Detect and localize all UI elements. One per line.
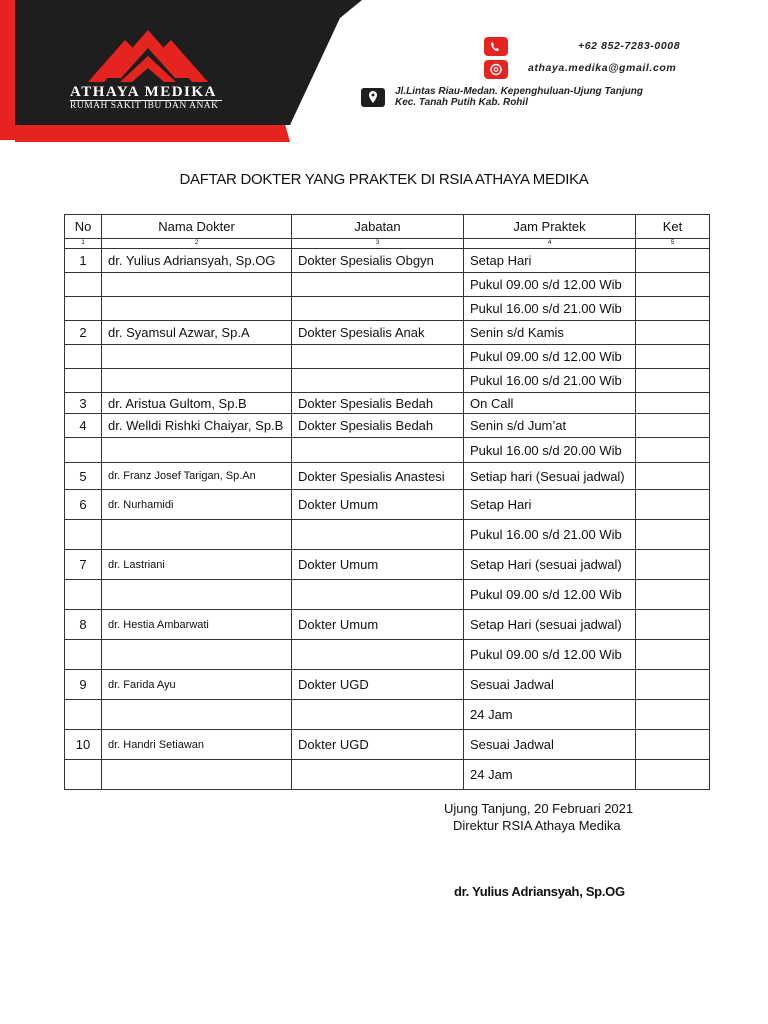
doctor-table: [64, 214, 710, 790]
cell-name: [102, 580, 292, 610]
cell-jam: 24 Jam: [464, 700, 636, 730]
header-name: Nama Dokter: [102, 215, 292, 239]
cell-name: dr. Nurhamidi: [102, 490, 292, 520]
cell-jam: Pukul 16.00 s/d 21.00 Wib: [464, 369, 636, 393]
table-row: [65, 273, 710, 297]
cell-ket: [636, 273, 710, 297]
signature-place-date: Ujung Tanjung, 20 Februari 2021: [444, 801, 634, 816]
cell-name: dr. Hestia Ambarwati: [102, 610, 292, 640]
cell-jabatan: [292, 700, 464, 730]
address-line-2: Kec. Tanah Putih Kab. Rohil: [395, 97, 528, 108]
cell-jam: Setap Hari: [464, 490, 636, 520]
cell-name: dr. Aristua Gultom, Sp.B: [102, 393, 292, 414]
logo-name: ATHAYA MEDIKA: [70, 84, 217, 100]
table-row: [65, 610, 710, 640]
column-number: 5: [636, 239, 710, 249]
table-row: [65, 550, 710, 580]
cell-name: [102, 297, 292, 321]
cell-no: 6: [65, 490, 102, 520]
cell-ket: [636, 249, 710, 273]
table-row: [65, 393, 710, 414]
cell-ket: [636, 463, 710, 490]
cell-jam: Setap Hari (sesuai jadwal): [464, 610, 636, 640]
cell-ket: [636, 345, 710, 369]
cell-ket: [636, 393, 710, 414]
cell-name: dr. Syamsul Azwar, Sp.A: [102, 321, 292, 345]
column-number: 2: [102, 239, 292, 249]
cell-jam: Pukul 16.00 s/d 21.00 Wib: [464, 297, 636, 321]
cell-jabatan: [292, 369, 464, 393]
cell-ket: [636, 490, 710, 520]
cell-ket: [636, 700, 710, 730]
header-jabatan: Jabatan: [292, 215, 464, 239]
location-icon: [361, 88, 385, 107]
cell-no: [65, 297, 102, 321]
cell-jam: Pukul 09.00 s/d 12.00 Wib: [464, 345, 636, 369]
signature-position: Direktur RSIA Athaya Medika: [453, 818, 621, 833]
address-line-1: Jl.Lintas Riau-Medan. Kepenghuluan-Ujung Tanjung: [395, 86, 643, 97]
cell-no: [65, 345, 102, 369]
cell-jabatan: [292, 580, 464, 610]
cell-jam: Senin s/d Jum’at: [464, 414, 636, 438]
cell-jabatan: Dokter Spesialis Obgyn: [292, 249, 464, 273]
cell-jam: Setiap hari (Sesuai jadwal): [464, 463, 636, 490]
document-title: DAFTAR DOKTER YANG PRAKTEK DI RSIA ATHAYA MEDIKA: [179, 171, 589, 188]
cell-name: dr. Welldi Rishki Chaiyar, Sp.B: [102, 414, 292, 438]
cell-jabatan: [292, 273, 464, 297]
header-jam: Jam Praktek: [464, 215, 636, 239]
cell-jabatan: Dokter Spesialis Anak: [292, 321, 464, 345]
cell-jabatan: Dokter Umum: [292, 610, 464, 640]
cell-jabatan: Dokter Umum: [292, 550, 464, 580]
cell-no: 8: [65, 610, 102, 640]
column-number: 3: [292, 239, 464, 249]
cell-no: 10: [65, 730, 102, 760]
cell-name: [102, 700, 292, 730]
header-banner: [0, 0, 768, 150]
cell-name: dr. Franz Josef Tarigan, Sp.An: [102, 463, 292, 490]
table-row: [65, 345, 710, 369]
cell-no: [65, 520, 102, 550]
phone-icon: [484, 37, 508, 56]
table-row: [65, 438, 710, 463]
cell-jabatan: Dokter Spesialis Bedah: [292, 414, 464, 438]
column-number: 4: [464, 239, 636, 249]
cell-ket: [636, 438, 710, 463]
cell-no: [65, 273, 102, 297]
table-row: [65, 700, 710, 730]
cell-name: dr. Lastriani: [102, 550, 292, 580]
table-row: [65, 520, 710, 550]
cell-ket: [636, 730, 710, 760]
cell-ket: [636, 760, 710, 790]
cell-name: [102, 273, 292, 297]
cell-ket: [636, 297, 710, 321]
cell-ket: [636, 321, 710, 345]
cell-jam: Senin s/d Kamis: [464, 321, 636, 345]
cell-jam: On Call: [464, 393, 636, 414]
cell-no: 9: [65, 670, 102, 700]
cell-ket: [636, 610, 710, 640]
table-row: [65, 490, 710, 520]
table-row: [65, 463, 710, 490]
cell-ket: [636, 414, 710, 438]
cell-jam: Setap Hari (sesuai jadwal): [464, 550, 636, 580]
cell-name: dr. Handri Setiawan: [102, 730, 292, 760]
header-ket: Ket: [636, 215, 710, 239]
cell-no: 3: [65, 393, 102, 414]
cell-no: 4: [65, 414, 102, 438]
table-row: [65, 297, 710, 321]
table-row: [65, 580, 710, 610]
table-row: [65, 730, 710, 760]
table-row: [65, 640, 710, 670]
cell-no: [65, 369, 102, 393]
column-number-row: [65, 239, 710, 249]
cell-jabatan: Dokter UGD: [292, 670, 464, 700]
cell-ket: [636, 369, 710, 393]
cell-no: 5: [65, 463, 102, 490]
cell-jam: Pukul 16.00 s/d 21.00 Wib: [464, 520, 636, 550]
column-number: 1: [65, 239, 102, 249]
cell-jam: 24 Jam: [464, 760, 636, 790]
cell-name: [102, 520, 292, 550]
cell-jabatan: Dokter Spesialis Anastesi: [292, 463, 464, 490]
table-row: [65, 414, 710, 438]
cell-no: 2: [65, 321, 102, 345]
cell-jabatan: [292, 438, 464, 463]
cell-name: [102, 438, 292, 463]
cell-ket: [636, 670, 710, 700]
cell-no: [65, 640, 102, 670]
cell-no: [65, 700, 102, 730]
cell-jabatan: [292, 640, 464, 670]
logo-subtitle: RUMAH SAKIT IBU DAN ANAK: [70, 101, 219, 111]
cell-jam: Pukul 16.00 s/d 20.00 Wib: [464, 438, 636, 463]
cell-no: [65, 580, 102, 610]
header-no: No: [65, 215, 102, 239]
cell-no: [65, 760, 102, 790]
cell-jabatan: [292, 520, 464, 550]
cell-jam: Sesuai Jadwal: [464, 730, 636, 760]
cell-ket: [636, 520, 710, 550]
cell-name: [102, 760, 292, 790]
cell-jabatan: [292, 345, 464, 369]
table-row: [65, 249, 710, 273]
cell-name: [102, 369, 292, 393]
cell-name: dr. Yulius Adriansyah, Sp.OG: [102, 249, 292, 273]
email-icon: [484, 60, 508, 79]
cell-jabatan: [292, 760, 464, 790]
table-row: [65, 321, 710, 345]
cell-jabatan: Dokter UGD: [292, 730, 464, 760]
cell-jam: Pukul 09.00 s/d 12.00 Wib: [464, 640, 636, 670]
table-row: [65, 670, 710, 700]
cell-name: [102, 345, 292, 369]
table-row: [65, 760, 710, 790]
cell-jam: Pukul 09.00 s/d 12.00 Wib: [464, 580, 636, 610]
cell-jam: Pukul 09.00 s/d 12.00 Wib: [464, 273, 636, 297]
email-address: athaya.medika@gmail.com: [528, 62, 677, 74]
cell-no: 7: [65, 550, 102, 580]
table-row: [65, 369, 710, 393]
cell-jam: Setap Hari: [464, 249, 636, 273]
cell-jabatan: Dokter Spesialis Bedah: [292, 393, 464, 414]
cell-jabatan: Dokter Umum: [292, 490, 464, 520]
cell-name: dr. Farida Ayu: [102, 670, 292, 700]
cell-no: 1: [65, 249, 102, 273]
cell-name: [102, 640, 292, 670]
table-header-row: [65, 215, 710, 239]
cell-jam: Sesuai Jadwal: [464, 670, 636, 700]
phone-number: +62 852-7283-0008: [578, 40, 681, 52]
cell-jabatan: [292, 297, 464, 321]
cell-ket: [636, 640, 710, 670]
cell-ket: [636, 550, 710, 580]
signature-name: dr. Yulius Adriansyah, Sp.OG: [454, 884, 625, 899]
cell-ket: [636, 580, 710, 610]
cell-no: [65, 438, 102, 463]
